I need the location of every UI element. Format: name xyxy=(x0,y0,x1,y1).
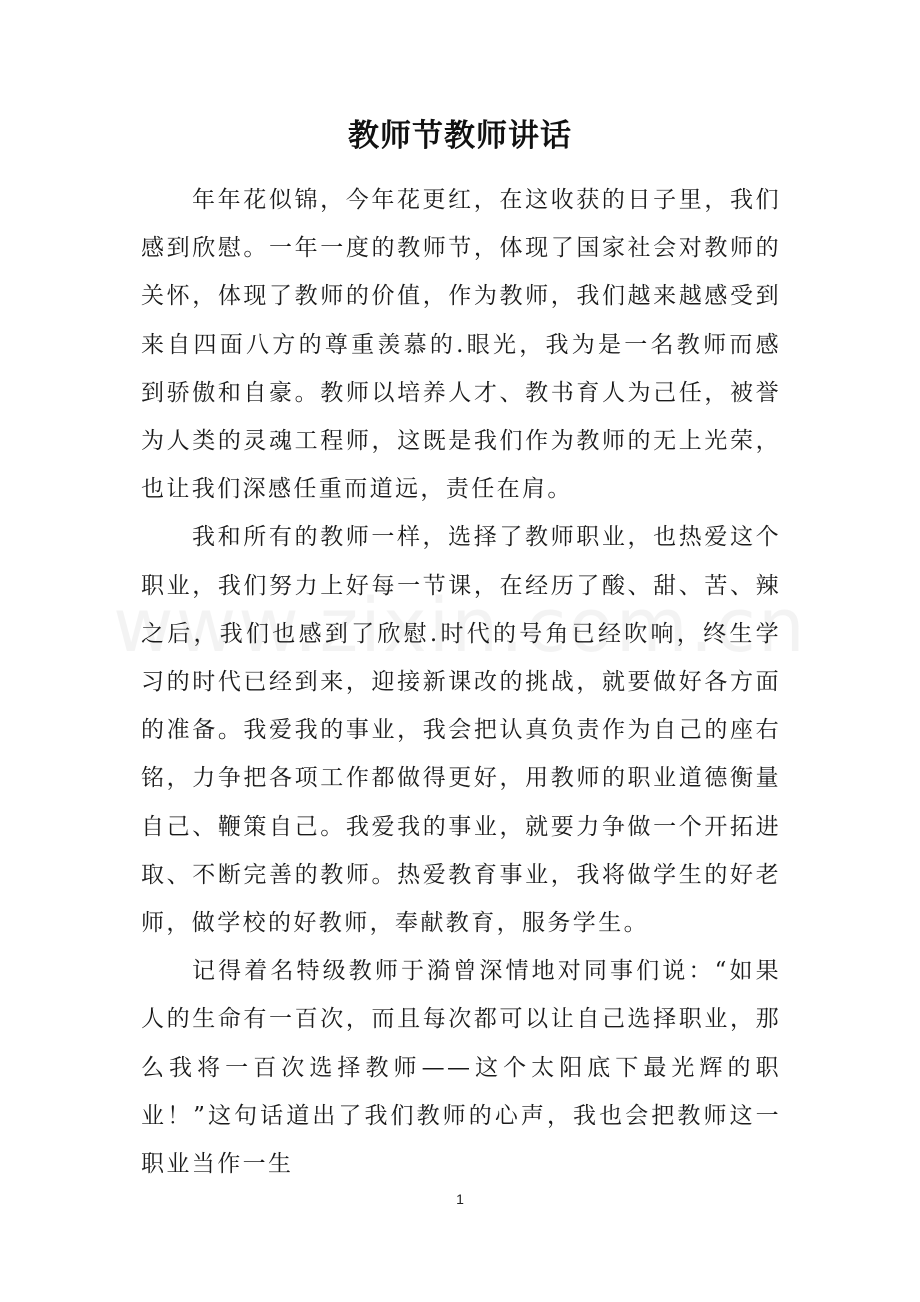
paragraph: 记得着名特级教师于漪曾深情地对同事们说：“如果人的生命有一百次，而且每次都可以让自己选择职业，那么我将一百次选择教师——这个太阳底下最光辉的职业！”这句话道出了我们教师的心声，我也会把教师这一职业当作一生 xyxy=(141,958,781,1178)
paragraph: 我和所有的教师一样，选择了教师职业，也热爱这个职业，我们努力上好每一节课，在经历了酸、甜、苦、辣之后，我们也感到了欣慰.时代的号角已经吹响，终生学习的时代已经到来，迎接新课改的挑战，就要做好各方面的准备。我爱我的事业，我会把认真负责作为自己的座右铭，力争把各项工作都做得更好，用教师的职业道德衡量自己、鞭策自己。我爱我的事业，就要力争做一个开拓进取、不断完善的教师。热爱教育事业，我将做学生的好老师，做学校的好教师，奉献教育，服务学生。 xyxy=(141,524,781,937)
document-body xyxy=(141,176,781,1188)
document-title: 教师节教师讲话 xyxy=(348,118,572,154)
page-number: 1 xyxy=(456,1191,464,1207)
paragraph: 年年花似锦，今年花更红，在这收获的日子里，我们感到欣慰。一年一度的教师节，体现了国家社会对教师的关怀，体现了教师的价值，作为教师，我们越来越感受到来自四面八方的尊重羡慕的.眼光，我为是一名教师而感到骄傲和自豪。教师以培养人才、教书育人为己任，被誉为人类的灵魂工程师，这既是我们作为教师的无上光荣，也让我们深感任重而道远，责任在肩。 xyxy=(141,187,781,503)
